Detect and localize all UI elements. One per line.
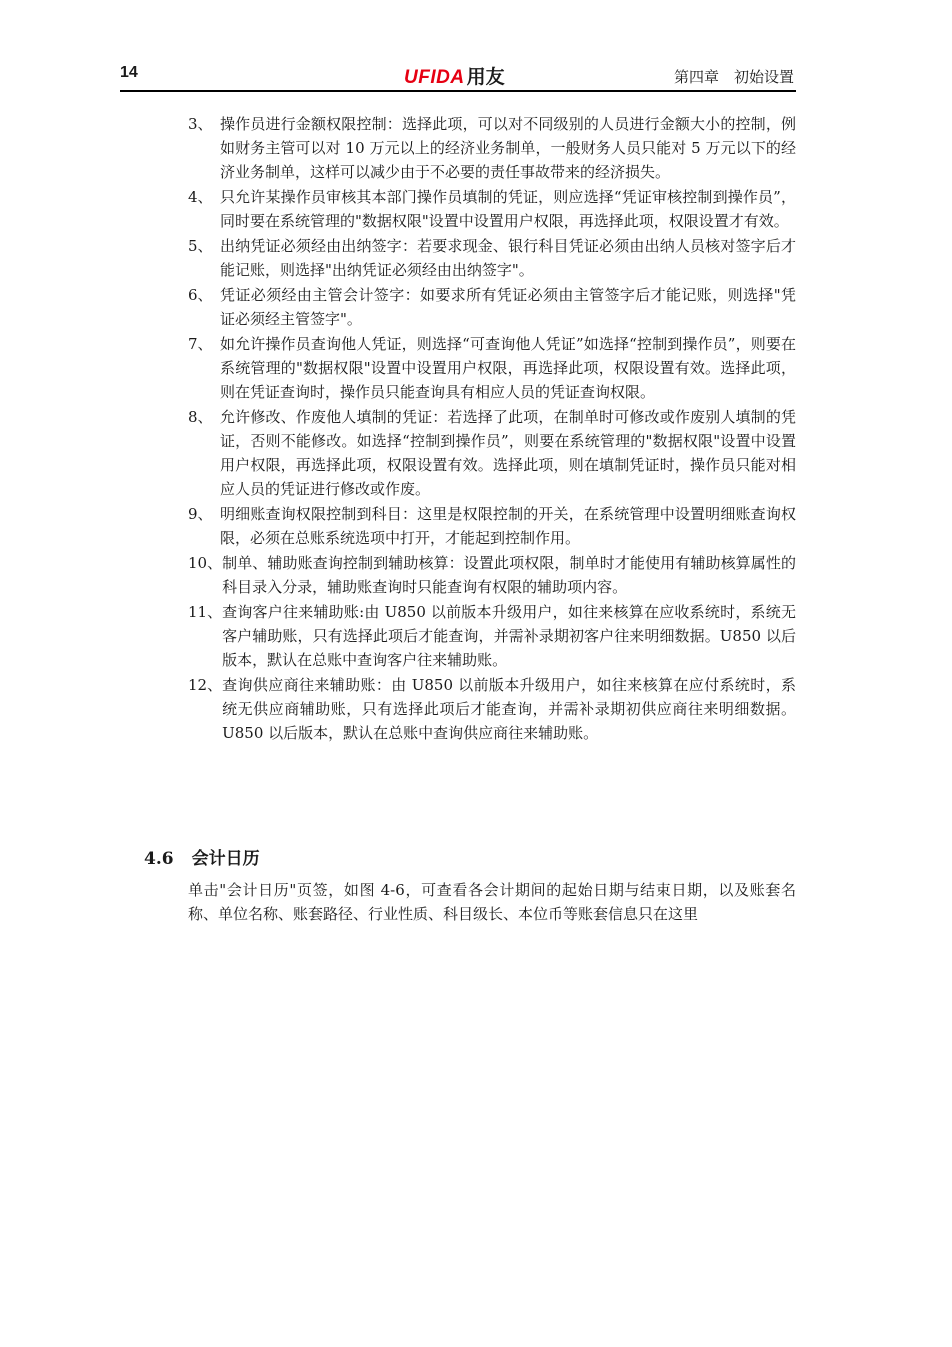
list-item-text: 凭证必须经由主管会计签字：如要求所有凭证必须由主管签字后才能记账，则选择"凭证必须经主管签字"。 <box>220 286 796 328</box>
body-paragraph: 单击"会计日历"页签，如图 4-6，可查看各会计期间的起始日期与结束日期，以及账套名称、单位名称、账套路径、行业性质、科目级长、本位币等账套信息只在这里 <box>188 881 796 923</box>
list-item <box>188 600 796 672</box>
list-item <box>188 332 796 404</box>
list-item <box>188 502 796 550</box>
list-item-number: 3、 <box>188 115 213 133</box>
list-item-number: 10、 <box>188 554 223 572</box>
list-item-number: 7、 <box>188 335 213 353</box>
list-item <box>188 112 796 184</box>
list-item-text: 查询客户往来辅助账:由 U850 以前版本升级用户，如往来核算在应收系统时，系统无客户辅助账，只有选择此项后才能查询，并需补录期初客户往来明细数据。U850 以后版本，默认在总账中查询客户往来辅助账。 <box>222 603 796 669</box>
section-title: 会计日历 <box>191 849 260 869</box>
list-item-text: 如允许操作员查询他人凭证，则选择“可查询他人凭证”如选择“控制到操作员”，则要在系统管理的"数据权限"设置中设置用户权限，再选择此项，权限设置有效。选择此项，则在凭证查询时，操作员只能查询具有相应人员的凭证查询权限。 <box>220 335 796 401</box>
section-number: 4.6 <box>144 849 174 869</box>
list-item-text: 允许修改、作废他人填制的凭证：若选择了此项，在制单时可修改或作废别人填制的凭证，否则不能修改。如选择“控制到操作员”，则要在系统管理的"数据权限"设置中设置用户权限，再选择此项，权限设置有效。选择此项，则在填制凭证时，操作员只能对相应人员的凭证进行修改或作废。 <box>220 408 796 498</box>
list-item-number: 9、 <box>188 505 213 523</box>
list-item-text: 制单、辅助账查询控制到辅助核算：设置此项权限，制单时才能使用有辅助核算属性的科目录入分录，辅助账查询时只能查询有权限的辅助项内容。 <box>222 554 796 596</box>
option-list <box>188 112 796 746</box>
list-item-text: 操作员进行金额权限控制：选择此项，可以对不同级别的人员进行金额大小的控制，例如财务主管可以对 10 万元以上的经济业务制单，一般财务人员只能对 5 万元以下的经济业务制单，这样可以减少由于不必要的责任事故带来的经济损失。 <box>220 115 796 181</box>
list-item-number: 11、 <box>188 603 223 621</box>
brand-latin-text: UFIDA <box>404 67 465 88</box>
list-item-text: 明细账查询权限控制到科目：这里是权限控制的开关，在系统管理中设置明细账查询权限，必须在总账系统选项中打开，才能起到控制作用。 <box>220 505 796 547</box>
list-item-text: 出纳凭证必须经由出纳签字：若要求现金、银行科目凭证必须由出纳人员核对签字后才能记账，则选择"出纳凭证必须经由出纳签字"。 <box>220 237 796 279</box>
list-item-text: 只允许某操作员审核其本部门操作员填制的凭证，则应选择“凭证审核控制到操作员”，同时要在系统管理的"数据权限"设置中设置用户权限，再选择此项，权限设置才有效。 <box>220 188 796 230</box>
list-item-number: 6、 <box>188 286 213 304</box>
list-item-number: 5、 <box>188 237 213 255</box>
list-item <box>188 551 796 599</box>
page-header <box>120 62 796 92</box>
list-item <box>188 673 796 745</box>
list-item <box>188 185 796 233</box>
page-number: 14 <box>120 64 138 81</box>
section-heading <box>144 844 260 869</box>
list-item-number: 8、 <box>188 408 213 426</box>
list-item <box>188 405 796 501</box>
brand-chinese-text: 用友 <box>466 67 505 88</box>
list-item-text: 查询供应商往来辅助账：由 U850 以前版本升级用户，如往来核算在应付系统时，系统无供应商辅助账，只有选择此项后才能查询，并需补录期初供应商往来明细数据。U850 以后版本，默认在总账中查询供应商往来辅助账。 <box>222 676 796 742</box>
list-item-number: 4、 <box>188 188 213 206</box>
list-item <box>188 283 796 331</box>
list-item <box>188 234 796 282</box>
ufida-logo <box>404 62 505 89</box>
list-item-number: 12、 <box>188 676 223 694</box>
chapter-title: 第四章 初始设置 <box>673 68 794 86</box>
